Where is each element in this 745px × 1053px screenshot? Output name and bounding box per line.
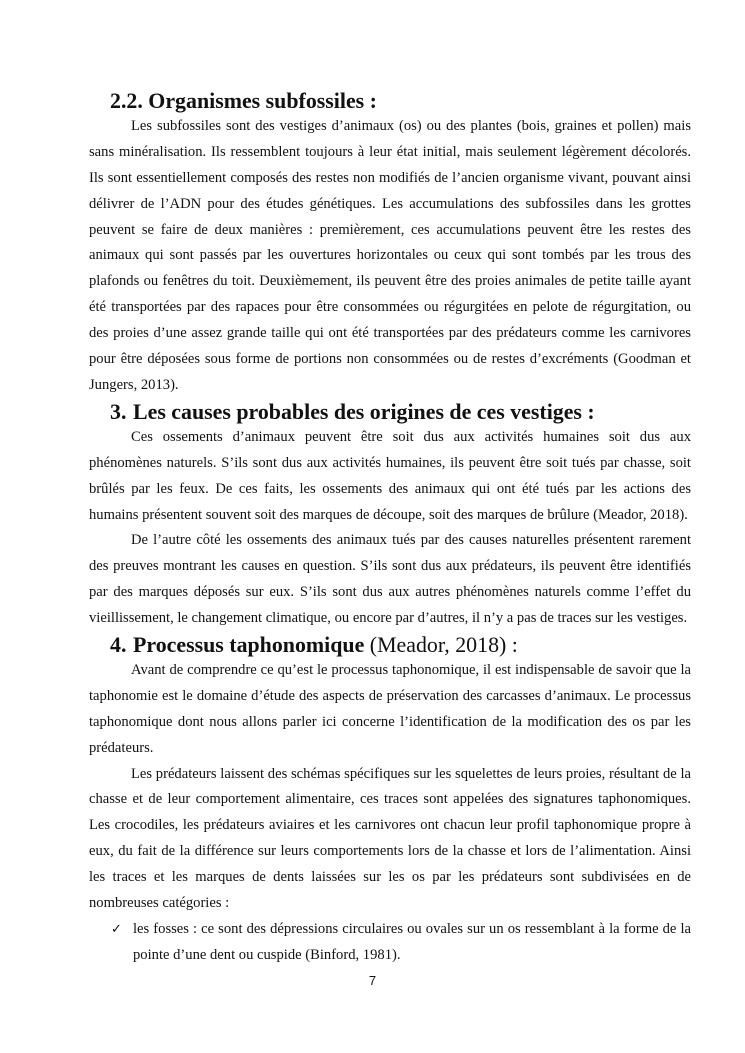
section-number: 4. (110, 632, 127, 658)
section-heading-4 (89, 632, 691, 658)
paragraph-causes-naturelles: De l’autre côté les ossements des animaux tués par des causes naturelles présentent rarement des preuves montrant les causes en question. S’ils sont dus aux prédateurs, ils peuvent être identifiés par des marques déposés sur eux. S’ils sont dus aux autres phénomènes naturels comme l’effet du vieillissement, le changement climatique, ou encore par d’autres, il n’y a pas de traces sur les vestiges. (89, 532, 691, 627)
section-heading-3 (89, 399, 691, 425)
list-item-text: les fosses : ce sont des dépressions circulaires ou ovales sur un os ressemblant à la forme de la pointe d’une dent ou cuspide (Binford, 1981). (133, 921, 691, 963)
page-body (89, 88, 691, 969)
section-citation: (Meador, 2018) : (369, 632, 518, 658)
paragraph-taphonomie-definition: Avant de comprendre ce qu’est le processus taphonomique, il est indispensable de savoir que la taphonomie est le domaine d’étude des aspects de préservation des carcasses d’animaux. Le processus taphonomique dont nous allons parler ici concerne l’identification de la modification des os par les prédateurs. (89, 661, 691, 756)
page-number: 7 (368, 973, 377, 988)
list-item (89, 917, 691, 969)
paragraph-causes-humaines: Ces ossements d’animaux peuvent être soit dus aux activités humaines soit dus aux phénomènes naturels. S’ils sont dus aux activités humaines, ils peuvent être soit tués par chasse, soit brûlés par les feux. De ces faits, les ossements des animaux qui ont été tués par les actions des humains présentent souvent soit des marques de découpe, soit des marques de brûlure (Meador, 2018). (89, 428, 691, 523)
section-heading-2-2: 2.2. Organismes subfossiles : (110, 88, 377, 113)
checkmark-icon: ✓ (111, 922, 122, 937)
section-number: 3. (110, 398, 127, 424)
section-title: Les causes probables des origines de ces vestiges : (133, 398, 595, 424)
paragraph-signatures-taphonomiques: Les prédateurs laissent des schémas spécifiques sur les squelettes de leurs proies, résultant de la chasse et de leur comportement alimentaire, ces traces sont appelées des signatures taphonomiques. Les crocodiles, les prédateurs aviaires et les carnivores ont chacun leur profil taphonomique propre à eux, du fait de la différence sur leurs comportements lors de la chasse et lors de l’alimentation. Ainsi les traces et les marques de dents laissées sur les os par les prédateurs sont subdivisées en de nombreuses catégories : (89, 765, 691, 912)
section-title: Processus taphonomique (133, 632, 365, 658)
paragraph-subfossiles: Les subfossiles sont des vestiges d’animaux (os) ou des plantes (bois, graines et pollen) mais sans minéralisation. Ils ressemblent toujours à leur état initial, mais seulement légèrement décolorés. Ils sont essentiellement composés des restes non modifiés de l’ancien organisme vivant, pouvant ainsi délivrer de l’ADN pour des études génétiques. Les accumulations des subfossiles dans les grottes peuvent se faire de deux manières : premièrement, ces accumulations peuvent être les restes des animaux qui sont passés par les ouvertures horizontales ou ceux qui sont tombés par les trous des plafonds ou fenêtres du toit. Deuxièmement, ils peuvent être des proies animales de petite taille ayant été transportées par des rapaces pour être consommées ou régurgitées en pelote de régurgitation, ou des proies d’une assez grande taille qui ont été transportées par des prédateurs comme les carnivores pour être déposées sous forme de portions non consommées ou de restes d’excréments (Goodman et Jungers, 2013). (89, 117, 691, 393)
